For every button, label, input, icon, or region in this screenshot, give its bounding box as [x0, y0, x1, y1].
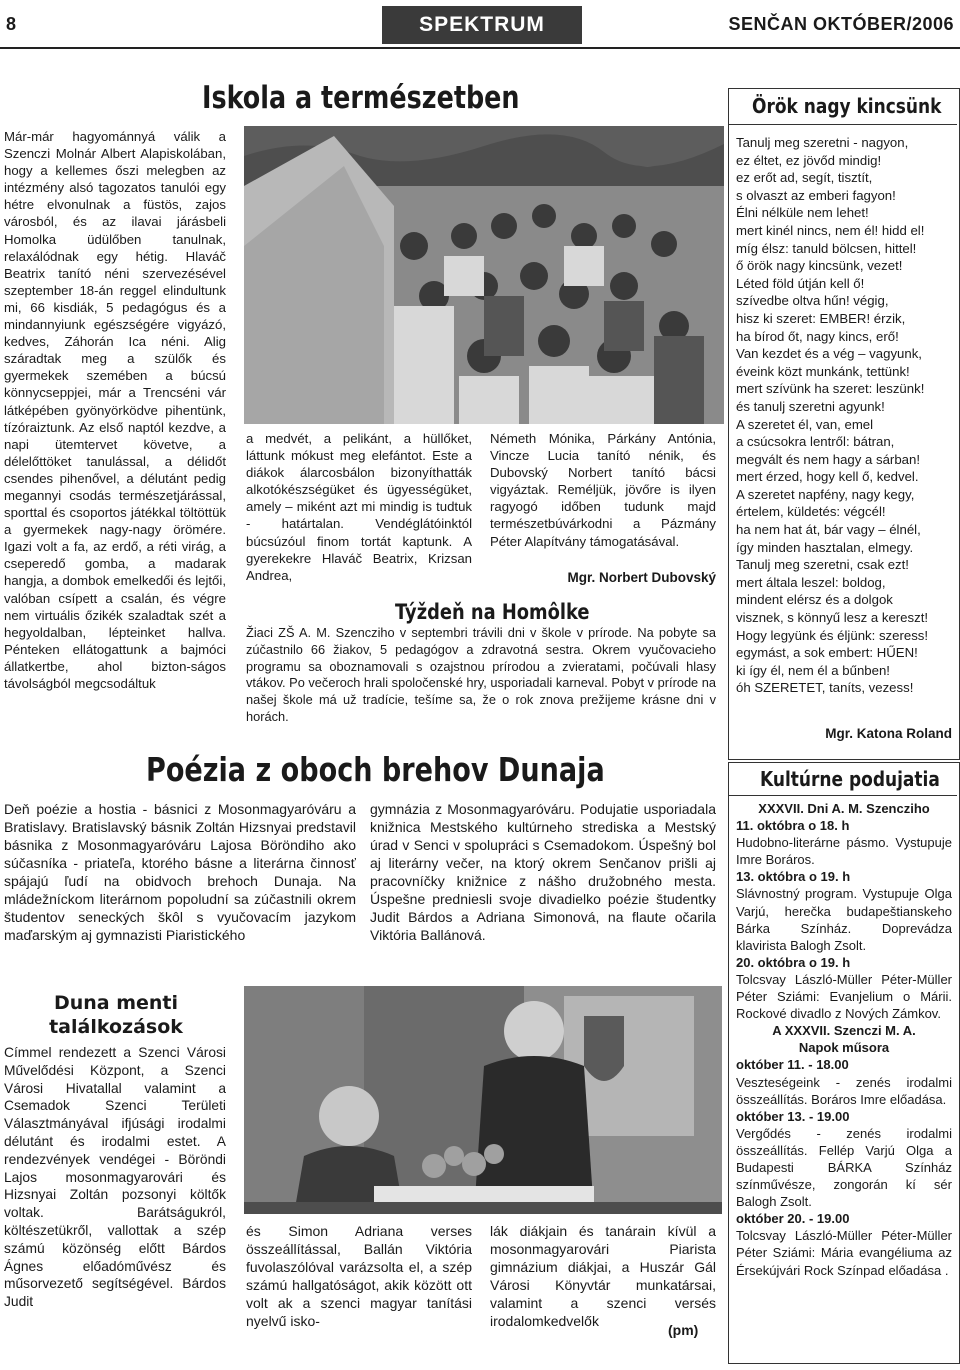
duna-bottom-mid: és Simon Adriana verses összeállítással, Ballán Viktória fuvolaszólóval varázsolta el, a szép számú hallgatóságot, akik között ott volt ak a szenci magyar tanítási nyelvű isko-: [246, 1223, 472, 1329]
kulturne-date-3: 20. októbra o 19. h: [736, 954, 851, 970]
hu-date-3: október 20. - 19.00: [736, 1211, 850, 1227]
duna-text: Címmel rendezett a Szenci Városi Művelődési Központ, a Szenci Városi Hivatallal valamint a Csemadok Szenci Területi Választmányával ifjúsági irodalmi délutánt és irodalmi estet. A rendezvények vendégei - Böröndi Lajos mosonmagyarovári és Hizsnyai Zoltán pozsonyi költők voltak. Barátságukról, költészetükről, vallottak a szép számú közönség előtt Bárdos Ágnes előadóművész és műsorvezető segítségével. Bárdos Judit: [4, 1045, 226, 1310]
poem-line: A szeretet él, van, emel: [736, 416, 874, 432]
poem-line: így minden hasztalan, elmegy.: [736, 539, 914, 555]
orok-signature: Mgr. Katona Roland: [825, 726, 952, 741]
poem-line: mindent elérsz és a dolgok: [736, 592, 893, 608]
iskola-left-column: Már-már hagyománnyá válik a Szenczi Molnár Albert Alapiskolában, hogy a kellemes őszi melegben az intézmény alsó tagozatos tanulói egy hétre elvonulnak a füstös, zajos városból, és az ilavai járásbeli Homolka üdülőben tanulnak, relaxálódnak egy hétig. Hlaváč Beatrix tanító néni szervezésével szeptember 18-án reggel elindultunk mi, 66 kisdiák, 5 pedagógus és a mindannyiunk egészségére vigyázó, kedves, Záhorán Ica néni. Alig száradtak meg a szülők és gyermekek szemében a búcsú könnycseppjei, már a Trencséni vár látképében gyönyörködve pihentünk, tízóraiztunk. Az első naptól kezdve, a napi ütemtervet követve, a délelőttöket tanulással, a délidőt csendes pihenővel, a délutánt pedig megannyi csodás természetjárással, sporttal és csoportos játékkal töltöttük a gyermekek nagy-nagy örömére. Igazi volt a fa, az erdő, a réti virág, a cseperedő gomba, a madarak hangja, a dombok emelkedői és lejtői, valóban csípett a csalán, és végre nem virtuális őzikék szaladtak szét a hegyoldalban, lépteinket hallva. Pénteken ellátogattunk a bajmóci állatkertbe, ahol bizton-ságos távolságból megcsodáltuk: [4, 129, 226, 691]
poem-line: éveink közt munkánk, tettünk!: [736, 363, 910, 379]
iskola-right-column: Németh Mónika, Párkány Antónia, Vincze Lucia tanító nénik, és Dubovský Norbert tanító bácsi vigyáztak. Reméljük, jövőre is ilyen ragyogó időben tudunk majd természetbúvárkodni a Pázmány Péter Alapítvány támogatásával.: [490, 431, 716, 549]
poem-line: megvált és nem hagy a sárban!: [736, 451, 920, 467]
poem-line: szívedbe oltva hűn! végig,: [736, 293, 889, 309]
poem-line: Tanulj meg szeretni, csak ezt!: [736, 557, 909, 573]
publication-date: SENČAN OKTÓBER/2006: [728, 14, 954, 34]
orok-title-rule: [729, 124, 957, 125]
duna-signature: (pm): [668, 1322, 699, 1338]
poem-line: és tanulj szeretni agyunk!: [736, 398, 885, 414]
section-banner: SPEKTRUM: [382, 6, 582, 44]
poem-line: Van kezdet és a vég – vagyunk,: [736, 346, 922, 362]
poem-line: míg élsz: tanuld bölcsen, hittel!: [736, 240, 917, 256]
children-group-photo: [244, 126, 724, 424]
hu-program-title-2: Napok műsora: [798, 1040, 890, 1056]
poem-line: A szeretet napfény, nagy kegy,: [736, 486, 915, 502]
poem-line: ő örök nagy kincsünk, vezet!: [736, 258, 903, 274]
poem-line: Tanulj meg szeretni - nagyon,: [736, 135, 909, 150]
poem-line: egymást, a sok embert: HŰEN!: [736, 645, 918, 661]
poem-line: óh SZERETET, taníts, vezess!: [736, 680, 914, 696]
hu-event-2: Vergődés - zenés irodalmi összeállítás. Fellép Varjú Olga a Budapesti BÁRKA Színház színművésze, zongorán kí sér Balogh Zsolt.: [736, 1125, 952, 1210]
poem-line: Léted föld útján kell ő!: [736, 275, 865, 291]
poem-line: ha bírod őt, nagy kincs, erő!: [736, 328, 899, 344]
poem-line: hisz ki szeret: EMBER! érzik,: [736, 310, 906, 326]
orok-title: Örök nagy kincsünk: [752, 94, 942, 118]
iskola-mid-column: a medvét, a pelikánt, a hüllőket, láttunk mókust meg elefántot. Este a diákok álarcosbálon bizonyíthatták alkotókészségüket és ügyességüket, amely – miként azt mi mindig is tudtuk - határtalan. Vendéglátóinktól búcsúzóul finom tortát kaptunk. A gyerekekre Hlaváč Beatrix, Krizsan Andrea,: [246, 431, 472, 583]
poem-line: ki így él, nem él a bűnben!: [736, 662, 890, 678]
page-number: 8: [6, 14, 17, 34]
poem-line: ez éltet, ez jövőd mindig!: [736, 152, 882, 168]
iskola-signature: Mgr. Norbert Dubovský: [567, 570, 716, 585]
poem-line: visznek, s könnyű lesz a kereszt!: [736, 610, 929, 626]
header-rule: [0, 47, 960, 49]
kulturne-festival-title: XXXVII. Dni A. M. Szencziho: [758, 801, 930, 816]
poem-line: mert érzed, hogy kell ő, kedvel.: [736, 469, 919, 485]
poem-line: mert kinél nincs, nem él! hidd el!: [736, 222, 925, 238]
kulturne-list: [736, 800, 952, 1279]
poem-line: értelem, küldetés: végcél!: [736, 504, 886, 520]
poem-line: ez erőt ad, segít, tisztít,: [736, 170, 873, 186]
poets-reading-photo: [244, 986, 722, 1214]
hu-event-3: Tolcsvay László-Müller Péter-Müller Péter Sziámi: Mária evangéliuma az Érsekújvári Rock Színpad előadása .: [736, 1228, 952, 1278]
article-title-poezia: Poézia z oboch brehov Dunaja: [146, 750, 605, 789]
poem-line: mert általa leszel: boldog,: [736, 574, 886, 590]
kulturne-date-2: 13. októbra o 19. h: [736, 869, 851, 885]
poem-line: Hogy legyünk és éljünk: szeress!: [736, 627, 929, 643]
hu-program-title-1: A XXXVII. Szenczi M. A.: [772, 1023, 916, 1039]
article-title-iskola: Iskola a természetben: [202, 80, 520, 116]
hu-date-1: október 11. - 18.00: [736, 1057, 849, 1073]
tyzden-text: Žiaci ZŠ A. M. Szencziho v septembri trávili dni v škole v prírode. Na pobyte sa zúčastnilo 66 žiakov, 5 pedagógov a zdravotná sestra. Okrem vyučovacieho programu sa oboznamovali s ozajstnou prírodou a zvieratami, počúvali hlasy vtákov. Po večeroch hrali spoločenské hry, usporiadali karneval. Pobyt v prírode na našej škole má už tradície, tešíme sa, že o rok znova prežijeme krásne dni v horách.: [246, 625, 716, 724]
duna-title-line2: találkozások: [49, 1016, 183, 1038]
poem-line: s olvaszt az emberi fagyon!: [736, 187, 896, 203]
orok-poem: [736, 134, 954, 697]
poem-line: a csúcsokra lentről: bátran,: [736, 434, 895, 450]
kulturne-date-1: 11. októbra o 18. h: [736, 818, 850, 834]
kulturne-event-1: Hudobno-literárne pásmo. Vystupuje Imre Boráros.: [736, 835, 952, 868]
poem-line: Élni nélküle nem lehet!: [736, 205, 869, 221]
article-title-tyzden: Týždeň na Homôlke: [395, 600, 590, 624]
kulturne-event-2: Slávnostný program. Vystupuje Olga Varjú, herečka budapeštianskeho Bárka Színház. Doprevádza klavirista Balogh Zsolt.: [736, 886, 952, 953]
duna-bottom-right: lák diákjain és tanárain kívül a mosonmagyarovári Piarista gimnázium diákjai, a Huszár Gál Városi Könyvtár munkatársai, valamint a szenci versés irodalomkedvelők: [490, 1223, 716, 1329]
poezia-right-column: gymnázia z Mosonmagyaróváru. Podujatie usporiadala knižnica Mestského kultúrneho strediska a Mestský úrad v Senci v spolupráci s Csemadokom. Úspešný bol aj literárny večer, na ktorý okrem Senčanov prišli aj pracovníčky knižnice z nášho družobného mesta. Úspešne predniesli svoje divadielko poézie študentky Judit Bárdos a Adriana Simonová, na flaute očarila Viktória Ballánová.: [370, 801, 716, 943]
kulturne-title: Kultúrne podujatia: [760, 767, 940, 791]
poem-line: mert szívünk ha szeret: leszünk!: [736, 381, 925, 397]
poem-line: ha nem hat át, bár vagy – élnél,: [736, 522, 921, 538]
kulturne-title-rule: [729, 795, 957, 796]
poezia-left-column: Deň poézie a hostia - básnici z Mosonmagyaróváru a Bratislavy. Bratislavský básnik Zoltán Hizsnyai predstavil básnika z Mosonmagyaróváru Lajosa Böröndiho ako súčasníka - priateľa, ktorého básne a literárna činnosť spájajú ľudí na obidvoch brehoch Dunaja. Na mládežníckom literárnom popoludní sa zúčastnili okrem študentov seneckých škôl s vyučovacím jazykom maďarským aj gymnazisti Piaristického: [4, 801, 356, 943]
hu-date-2: október 13. - 19.00: [736, 1108, 850, 1124]
duna-title-line1: Duna menti: [53, 992, 179, 1014]
hu-event-1: Veszteségeink - zenés irodalmi összeállítás. Boráros Imre előadása.: [736, 1074, 952, 1107]
kulturne-event-3: Tolcsvay László-Müller Péter-Müller Péter Sziámi: Evanjelium o Márii. Rockové divadlo z Nových Zámkov.: [736, 971, 952, 1022]
